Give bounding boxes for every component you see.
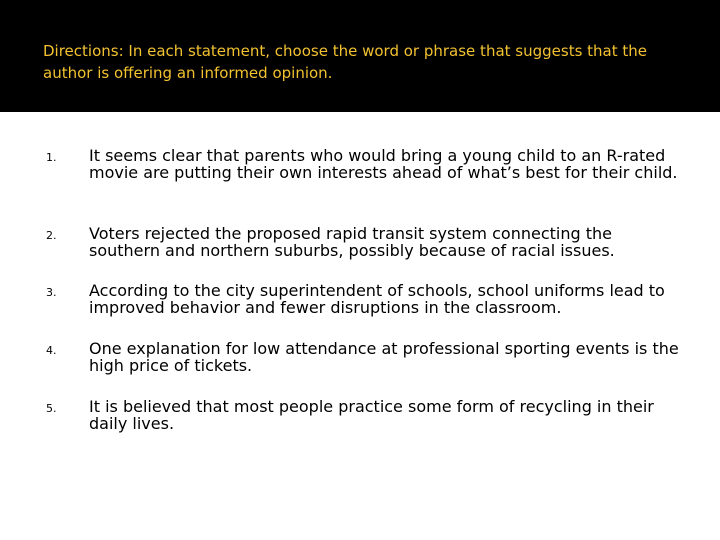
directions-banner [0, 0, 720, 112]
statement-number: 3. [46, 286, 57, 299]
statement-number: 4. [46, 344, 57, 357]
statement-text: It is believed that most people practice some form of recycling in their daily lives. [89, 397, 654, 433]
directions-text: Directions: In each statement, choose the word or phrase that suggests that the author is offering an informed opinion. [43, 42, 648, 82]
statement-number: 1. [46, 151, 57, 164]
statement-text: Voters rejected the proposed rapid transit system connecting the southern and northern suburbs, possibly because of racial issues. [89, 224, 615, 260]
statement-number: 2. [46, 229, 57, 242]
statement-text: It seems clear that parents who would bring a young child to an R-rated movie are putting their own interests ahead of what’s best for their child. [89, 146, 678, 182]
statement-text: One explanation for low attendance at professional sporting events is the high price of tickets. [89, 339, 679, 375]
statement-text: According to the city superintendent of schools, school uniforms lead to improved behavior and fewer disruptions in the classroom. [89, 281, 665, 317]
statement-number: 5. [46, 402, 57, 415]
